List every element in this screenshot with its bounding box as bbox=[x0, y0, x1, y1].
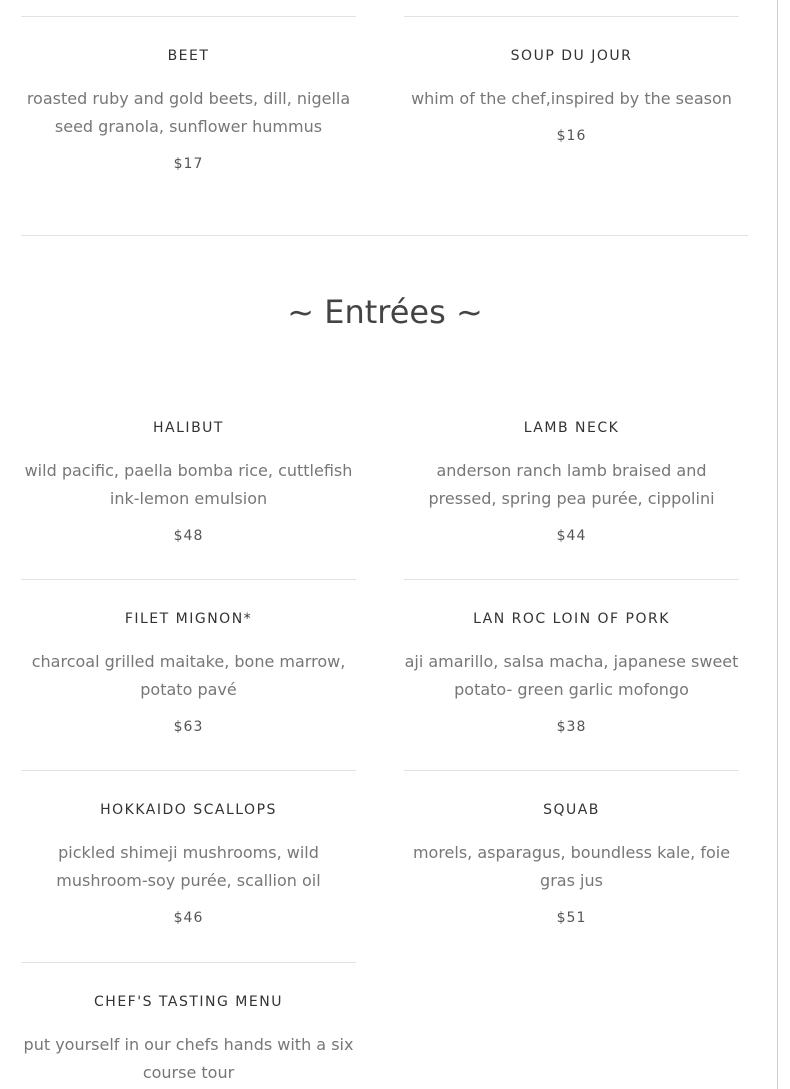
item-description: whim of the chef,inspired by the season bbox=[411, 89, 732, 108]
item-description: morels, asparagus, boundless kale, foie gras jus bbox=[412, 843, 731, 890]
item-name: HALIBUT bbox=[153, 420, 224, 436]
item-price: $51 bbox=[556, 910, 587, 926]
item-description: charcoal grilled maitake, bone marrow, potato pavé bbox=[31, 652, 346, 699]
divider bbox=[404, 579, 739, 580]
item-description: aji amarillo, salsa macha, japanese sweet potato- green garlic mofongo bbox=[404, 652, 739, 699]
item-name: BEET bbox=[167, 48, 210, 64]
item-price: $17 bbox=[173, 156, 204, 172]
item-description: wild pacific, paella bomba rice, cuttlefish ink-lemon emulsion bbox=[24, 461, 353, 508]
item-price: $16 bbox=[556, 128, 587, 144]
divider bbox=[21, 770, 356, 771]
item-description: put yourself in our chefs hands with a six course tour bbox=[23, 1035, 354, 1082]
menu-item-chefs-tasting-menu bbox=[21, 993, 356, 1087]
item-name: SOUP DU JOUR bbox=[510, 48, 633, 64]
item-price: $38 bbox=[556, 719, 587, 735]
item-price: $46 bbox=[173, 910, 204, 926]
item-price: $63 bbox=[173, 719, 204, 735]
divider bbox=[404, 770, 739, 771]
menu-item-lamb-neck bbox=[404, 419, 739, 545]
item-price: $48 bbox=[173, 528, 204, 544]
item-name: CHEF'S TASTING MENU bbox=[94, 994, 283, 1010]
item-name: LAN ROC LOIN OF PORK bbox=[473, 611, 670, 627]
item-name: FILET MIGNON* bbox=[124, 611, 253, 627]
item-name: HOKKAIDO SCALLOPS bbox=[100, 802, 277, 818]
section-divider bbox=[21, 235, 748, 236]
divider bbox=[21, 579, 356, 580]
divider bbox=[404, 16, 739, 17]
menu-item-soup-du-jour bbox=[404, 47, 739, 145]
item-description: anderson ranch lamb braised and pressed, spring pea purée, cippolini bbox=[428, 461, 715, 508]
item-name: LAMB NECK bbox=[523, 420, 620, 436]
item-description: roasted ruby and gold beets, dill, nigella seed granola, sunflower hummus bbox=[26, 89, 351, 136]
menu-item-beet bbox=[21, 47, 356, 173]
menu-item-lan-roc-loin-of-pork bbox=[404, 610, 739, 736]
menu-item-halibut bbox=[21, 419, 356, 545]
menu-item-filet-mignon bbox=[21, 610, 356, 736]
item-name: SQUAB bbox=[543, 802, 600, 818]
item-description: pickled shimeji mushrooms, wild mushroom-soy purée, scallion oil bbox=[56, 843, 321, 890]
section-title: ~ Entrées ~ bbox=[287, 293, 483, 331]
menu-item-squab bbox=[404, 801, 739, 927]
menu-item-hokkaido-scallops bbox=[21, 801, 356, 927]
item-price: $44 bbox=[556, 528, 587, 544]
divider bbox=[21, 962, 356, 963]
page-edge-divider bbox=[777, 0, 778, 1089]
divider bbox=[21, 16, 356, 17]
